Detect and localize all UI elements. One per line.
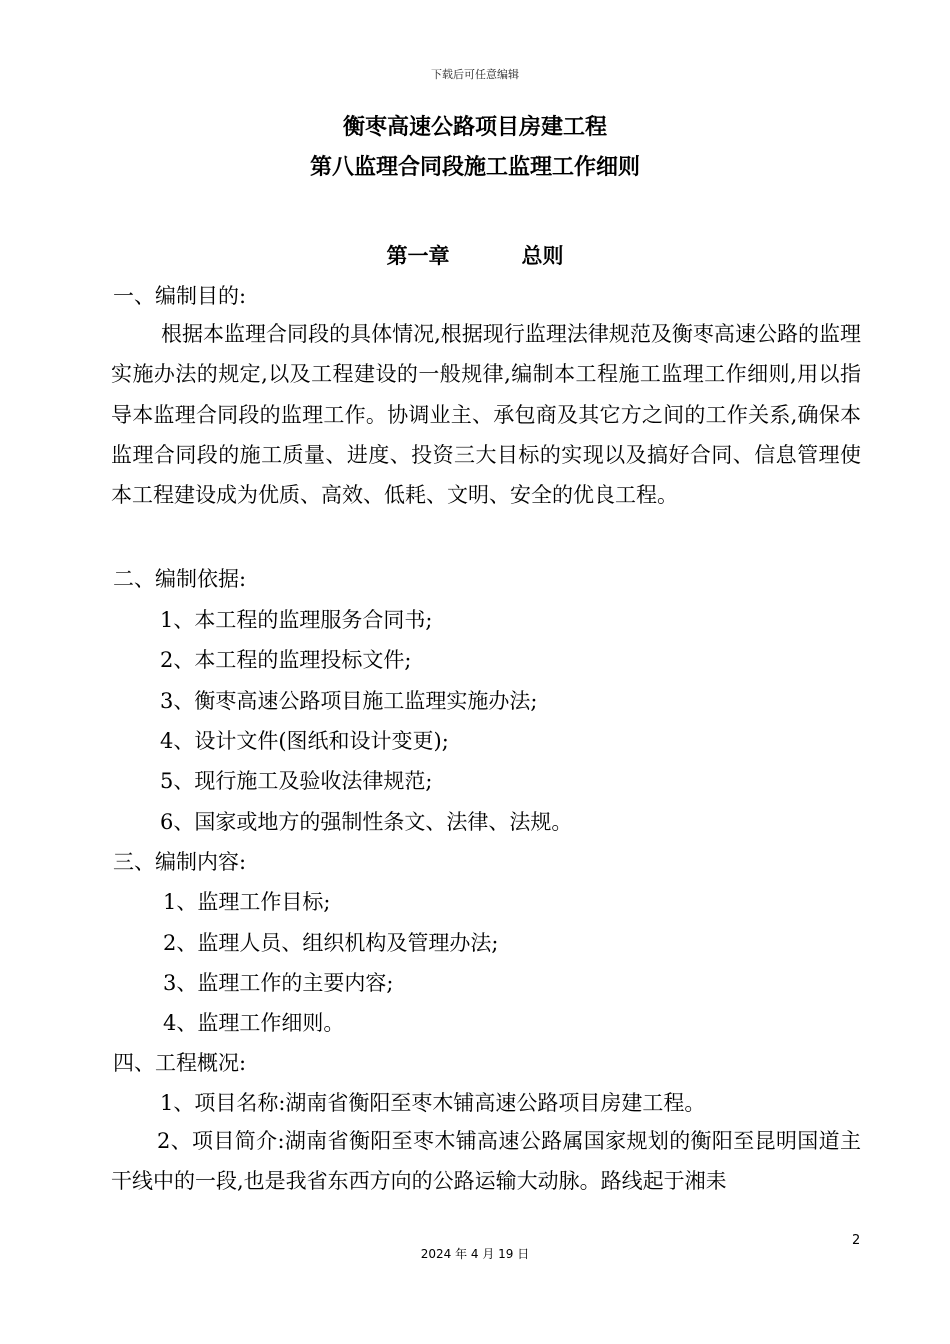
section2-item: 2、本工程的监理投标文件; [160, 648, 412, 672]
section2-item: 1、本工程的监理服务合同书; [160, 608, 433, 632]
page-number: 2 [852, 1233, 861, 1248]
section4-heading: 四、工程概况: [113, 1051, 247, 1075]
section3-item: 2、监理人员、组织机构及管理办法; [163, 931, 499, 955]
page-header: 下载后可任意编辑 [431, 68, 519, 81]
section2-heading: 二、编制依据: [113, 567, 247, 591]
section1-paragraph: 根据本监理合同段的具体情况,根据现行监理法律规范及衡枣高速公路的监理实施办法的规定,以及工程建设的一般规律,编制本工程施工监理工作细则,用以指导本监理合同段的监理工作。协调业主、承包商及其它方之间的工作关系,确保本监理合同段的施工质量、进度、投资三大目标的实现以及搞好合同、信息管理使本工程建设成为优质、高效、低耗、文明、安全的优良工程。 [111, 322, 861, 508]
section4-item2: 2、项目简介:湖南省衡阳至枣木铺高速公路属国家规划的衡阳至昆明国道主干线中的一段,也是我省东西方向的公路运输大动脉。路线起于湘耒 [111, 1129, 861, 1194]
section3-item: 3、监理工作的主要内容; [163, 971, 394, 995]
section1-heading: 一、编制目的: [113, 284, 247, 308]
document-title-line2: 第八监理合同段施工监理工作细则 [309, 155, 640, 180]
document-title-line1: 衡枣高速公路项目房建工程 [342, 115, 607, 140]
section4-item1: 1、项目名称:湖南省衡阳至枣木铺高速公路项目房建工程。 [160, 1091, 706, 1115]
section3-item: 4、监理工作细则。 [163, 1011, 345, 1035]
footer-date: 2024 年 4 月 19 日 [420, 1247, 530, 1261]
section2-item: 6、国家或地方的强制性条文、法律、法规。 [160, 810, 573, 834]
section2-item: 5、现行施工及验收法律规范; [160, 769, 433, 793]
chapter-heading [0, 240, 950, 270]
section2-item: 4、设计文件(图纸和设计变更); [160, 729, 449, 753]
chapter-name: 总则 [521, 244, 564, 268]
section3-heading: 三、编制内容: [113, 850, 247, 874]
section2-item: 3、衡枣高速公路项目施工监理实施办法; [160, 689, 538, 713]
chapter-number: 第一章 [386, 244, 450, 268]
section3-item: 1、监理工作目标; [163, 890, 331, 914]
